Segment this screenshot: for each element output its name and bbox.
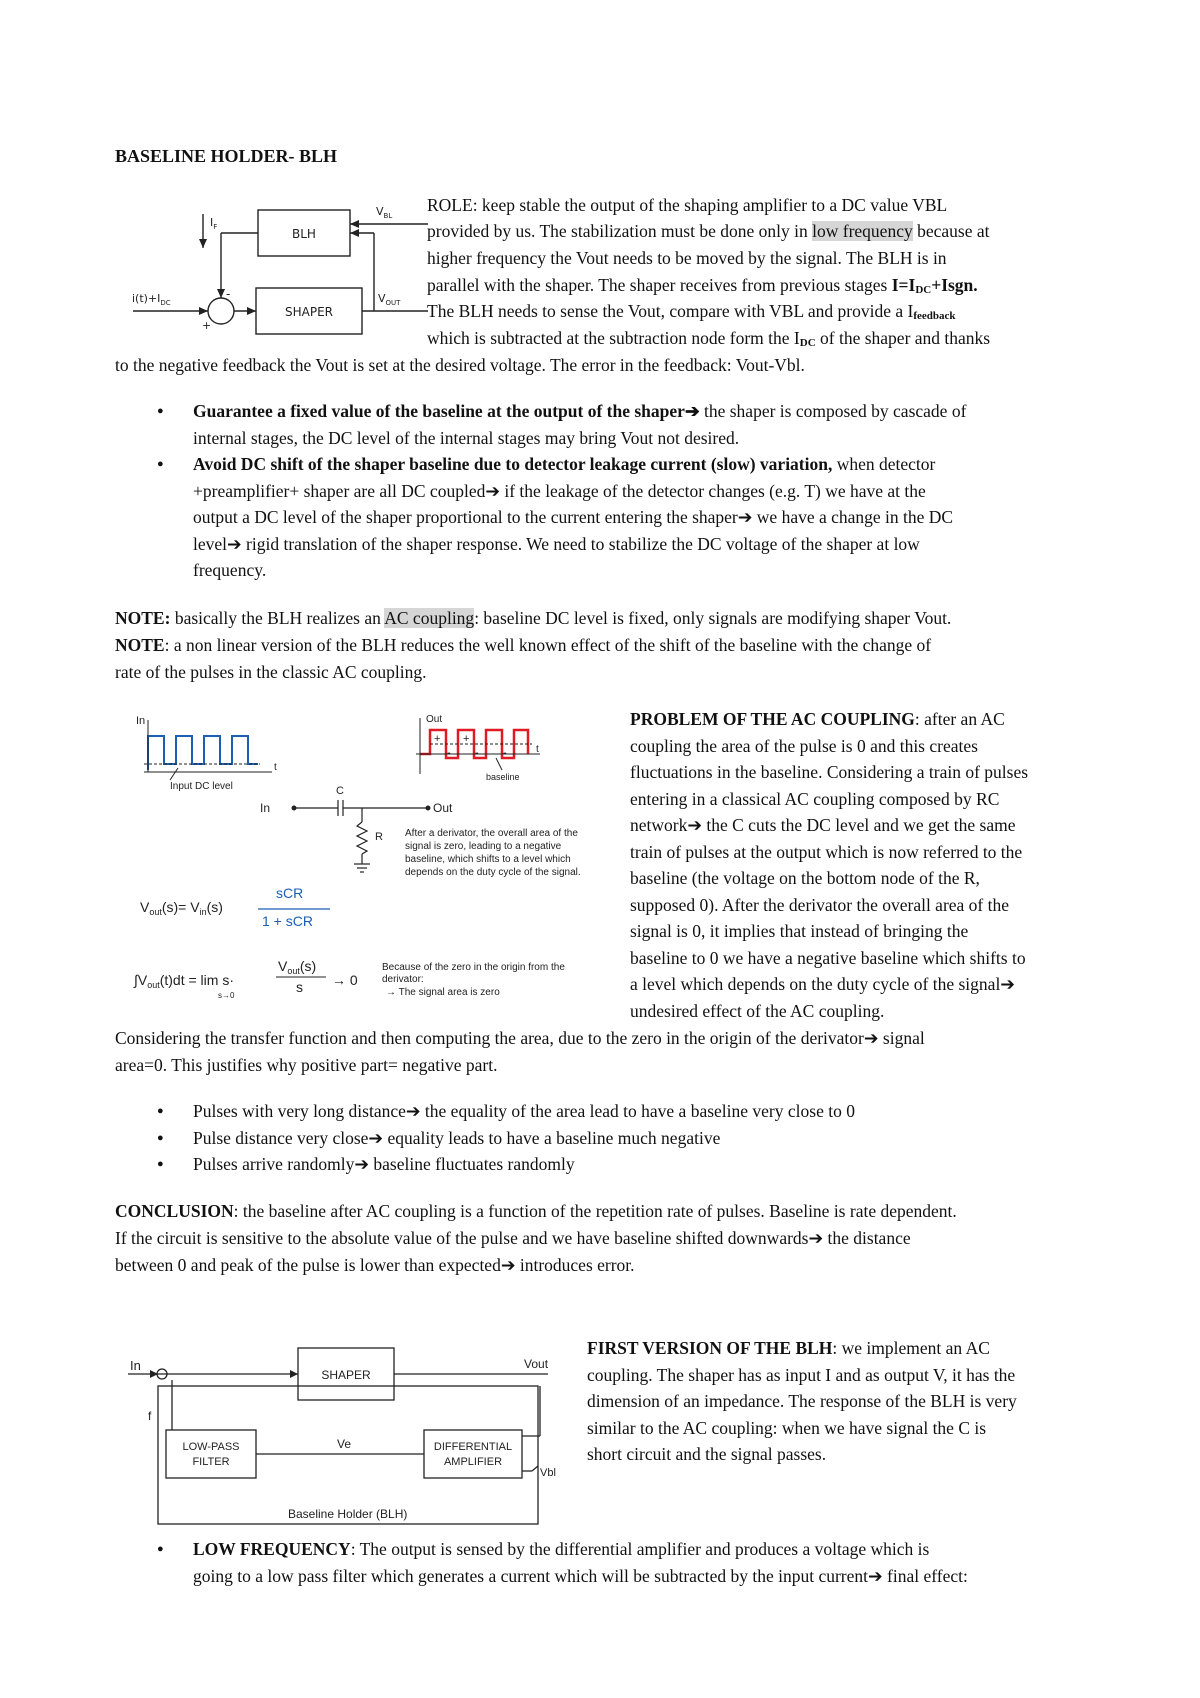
in-axis-label: In (136, 715, 146, 727)
page-title: BASELINE HOLDER- BLH (115, 146, 338, 166)
eq2-result: → 0 (332, 972, 358, 988)
shaper-label: SHAPER (284, 305, 334, 319)
eq2-integral: ∫ (134, 972, 138, 988)
derivator-note-4: depends on the duty cycle of the signal. (405, 867, 581, 878)
role-line-4: parallel with the shaper. The shaper receives from previous stages I=IDC+Isgn. (427, 275, 978, 296)
role-line-5: The BLH needs to sense the Vout, compare with VBL and provide a Ifeedback (427, 301, 956, 322)
svg-text:i(t)+IDC (132, 292, 171, 307)
lowpass-filter-block (166, 1430, 256, 1478)
input-sub: DC (160, 299, 171, 307)
bullet-list-3 (115, 1536, 1115, 1589)
bullet-item-low-frequency: ● LOW FREQUENCY: The output is sensed by the differential amplifier and produces a voltage which is going to a low pass filter which generates a current which will be subtracted by the input current➔ final effect: (115, 1536, 1115, 1589)
svg-text:VBL (376, 205, 392, 220)
ac-coupling-highlight: AC coupling (384, 608, 475, 628)
svg-text:Vout(s)= Vin(s): $V_{out}(s)= V_{in}(s)$ (140, 899, 223, 917)
considering-line-1: Considering the transfer function and then computing the area, due to the zero in the origin of the derivator➔ signal (115, 1028, 925, 1048)
conclusion-line-2: If the circuit is sensitive to the absolute value of the pulse and we have baseline shifted downwards➔ the distance (115, 1228, 911, 1248)
capacitor-label: C (336, 785, 344, 797)
vout-sub: OUT (385, 299, 401, 307)
low-frequency-highlight: low frequency (812, 221, 913, 241)
vout-label: Vout (524, 1357, 549, 1371)
plus-mark-1: + (434, 733, 441, 745)
derivator-note-1: After a derivator, the overall area of the (405, 828, 578, 839)
input-dc-level: Input DC level (170, 781, 233, 792)
bullet-item-random: ● Pulses arrive randomly➔ baseline fluctuates randomly (115, 1151, 1115, 1178)
role-line-1: ROLE: keep stable the output of the shaping amplifier to a DC value VBL (427, 195, 948, 215)
diff-label-2: AMPLIFIER (443, 1456, 503, 1468)
in-node-label: In (260, 801, 271, 815)
blh-block-diagram (128, 198, 428, 343)
lpf-label-2: FILTER (192, 1456, 230, 1468)
eq1-numerator: sCR (276, 885, 304, 901)
lpf-label-1: LOW-PASS (182, 1441, 240, 1453)
minus-mark-1: - (447, 747, 451, 759)
role-line-6: which is subtracted at the subtraction node form the IDC of the shaper and thanks (427, 328, 991, 349)
bullet-item-dc-shift: ● Avoid DC shift of the shaper baseline due to detector leakage current (slow) variation, when detector +preamplifier+ shaper are all DC coupled➔ if the leakage of the detector changes (e.g. T) we have at the output a DC level of the shaper proportional to the current entering the shaper➔ we have a change in the DC level➔ rigid translation of the shaper response. We need to stabilize the DC voltage of the shaper at low frequency. (115, 451, 1115, 584)
zero-note-3: → The signal area is zero (386, 987, 500, 998)
plus-mark-2: + (463, 733, 470, 745)
svg-text:VOUT (378, 292, 401, 307)
zero-note-1: Because of the zero in the origin from the (382, 962, 565, 973)
eq1-denominator: 1 + sCR (262, 913, 313, 929)
role-line-2: provided by us. The stabilization must be done only in low frequency because at (427, 221, 990, 241)
differential-amplifier-block (424, 1430, 522, 1478)
bullet-list-1 (115, 398, 1115, 584)
t-axis-label: t (274, 762, 277, 773)
considering-line-2: area=0. This justifies why positive part= negative part. (115, 1055, 498, 1075)
eq2-numerator: V (278, 958, 288, 974)
bullet-item-baseline: ● Guarantee a fixed value of the baseline at the output of the shaper➔ the shaper is composed by cascade of internal stages, the DC level of the internal stages may bring Vout not desired. (115, 398, 1115, 451)
conclusion-line-1: CONCLUSION: the baseline after AC coupling is a function of the repetition rate of pulses. Baseline is rate dependent. (115, 1201, 957, 1221)
vbl-label: Vbl (540, 1467, 556, 1479)
shaper-label: SHAPER (321, 1368, 371, 1382)
blh-caption: Baseline Holder (BLH) (288, 1507, 408, 1521)
out-t-label: t (536, 744, 539, 755)
derivator-note-2: signal is zero, leading to a negative (405, 841, 562, 852)
bullet-item-close-distance: ● Pulse distance very close➔ equality leads to have a baseline much negative (115, 1125, 1115, 1152)
zero-note-2: derivator: (382, 974, 424, 985)
ac-coupling-figure (130, 712, 620, 1002)
vbl-sub: BL (383, 212, 393, 220)
diff-label-1: DIFFERENTIAL (433, 1441, 513, 1453)
minus-mark-2: - (475, 747, 479, 759)
problem-paragraph: PROBLEM OF THE AC COUPLING: after an AC coupling the area of the pulse is 0 and this creates fluctuations in the baseline. Considering a train of pulses entering in a classical AC coupling composed by RC network➔ the C cuts the DC level and we get the same train of pulses at the output which is now referred to the baseline (the voltage on the bottom node of the R, supposed 0). After the derivator the overall area of the signal is 0, it implies that instead of bringing the baseline to 0 we have a negative baseline which shifts to a level which depends on the duty cycle of the signal➔ undesired effect of the AC coupling. (630, 709, 1029, 1021)
minus-sign: - (226, 287, 231, 301)
vbl-label: V (376, 205, 384, 218)
bullet-list-2 (115, 1098, 1115, 1178)
ve-label: Ve (336, 1437, 352, 1451)
blh-label: BLH (292, 227, 316, 241)
first-version-paragraph: FIRST VERSION OF THE BLH: we implement an AC coupling. The shaper has as input I and as output V, it has the dimension of an impedance. The response of the BLH is very similar to the AC coupling: when we have signal the C is short circuit and the signal passes. (587, 1338, 1017, 1464)
svg-text:IF (210, 216, 217, 231)
resistor-label: R (375, 831, 383, 843)
summing-node (208, 298, 234, 324)
out-axis-label: Out (426, 714, 443, 725)
if-sub: F (213, 223, 218, 231)
if-label: I (210, 216, 214, 229)
first-version-blh-diagram (128, 1338, 568, 1530)
input-label: i(t)+I (132, 292, 161, 305)
out-node-label: Out (433, 801, 453, 815)
role-line-7: to the negative feedback the Vout is set at the desired voltage. The error in the feedback: Vout-Vbl. (115, 355, 805, 375)
conclusion-line-3: between 0 and peak of the pulse is lower than expected➔ introduces error. (115, 1255, 635, 1275)
vout-label: V (378, 292, 386, 305)
in-label: In (130, 1358, 141, 1373)
baseline-label: baseline (486, 772, 520, 782)
minus-mark-3: - (503, 747, 507, 759)
bullet-item-long-distance: ● Pulses with very long distance➔ the equality of the area lead to have a baseline very close to 0 (115, 1098, 1115, 1125)
plus-sign: + (202, 319, 212, 332)
eq2-lim-sub: s→0 (218, 991, 235, 1000)
svg-text:∫Vout(t)dt = lim s·: $\int V_{out}(t)dt = \lim s\cdot$ (134, 972, 234, 990)
blh-outline (158, 1386, 538, 1524)
svg-text:Vout(s): $V_{out}(s)$ (278, 958, 317, 976)
role-line-3: higher frequency the Vout needs to be moved by the signal. The BLH is in (427, 248, 947, 268)
f-label: f (148, 1409, 152, 1423)
eq2-denominator: s (296, 979, 303, 995)
eq1-vout: V (140, 899, 150, 915)
note-ac-coupling: NOTE: basically the BLH realizes an AC coupling: baseline DC level is fixed, only signals are modifying shaper Vout. (115, 608, 952, 628)
derivator-note-3: baseline, which shifts to a level which (405, 854, 571, 865)
note-nonlinear-line2: rate of the pulses in the classic AC coupling. (115, 662, 427, 682)
note-nonlinear: NOTE: a non linear version of the BLH reduces the well known effect of the shift of the baseline with the change of (115, 635, 932, 655)
